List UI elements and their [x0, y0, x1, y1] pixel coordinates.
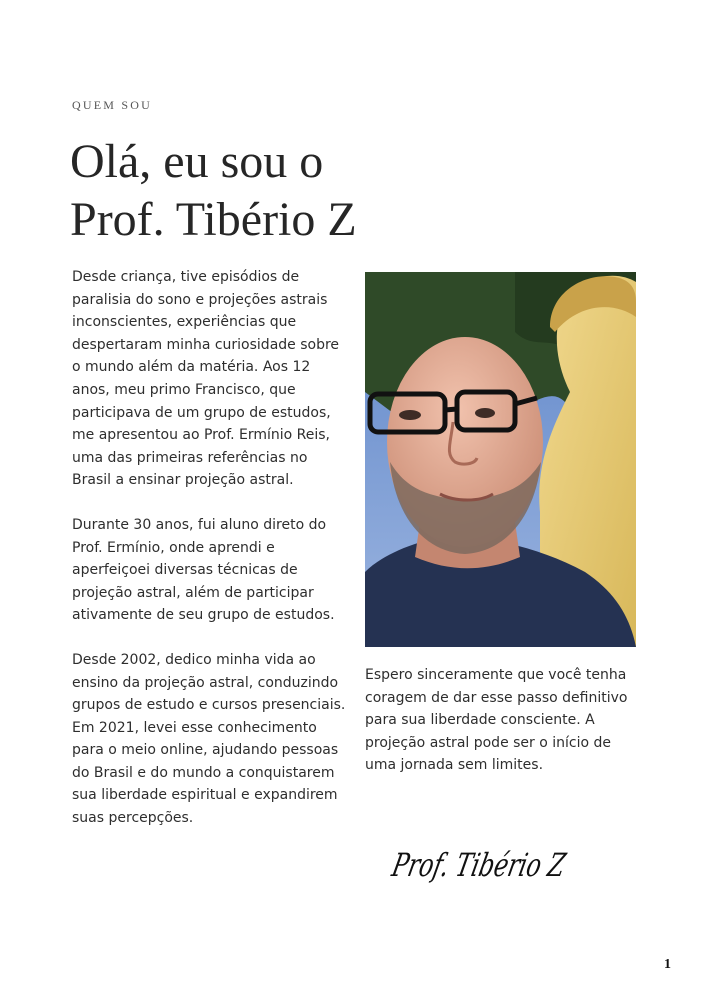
section-eyebrow: QUEM SOU	[72, 98, 152, 112]
intro-paragraph: Desde criança, tive episódios de paralisia do sono e projeções astrais inconscientes, experiências que despertaram minha curiosidade sobre o mundo além da matéria. Aos 12 anos, meu primo Francisco, que participava de um grupo de estudos, me apresentou ao Prof. Ermínio Reis, uma das primeiras referências no Brasil a ensinar projeção astral.	[72, 269, 340, 489]
signature-text: Prof. Tibério Z	[388, 846, 633, 884]
right-eye	[475, 408, 495, 418]
left-eye	[399, 410, 421, 420]
page-title	[70, 133, 630, 249]
author-photo	[365, 272, 636, 647]
page-title-line-1: Olá, eu sou o	[70, 135, 324, 188]
left-column	[72, 266, 350, 852]
closing-paragraph: Espero sinceramente que você tenha coragem de dar esse passo definitivo para sua liberdade consciente. A projeção astral pode ser o início de uma jornada sem limites.	[365, 667, 628, 774]
training-paragraph: Durante 30 anos, fui aluno direto do Prof. Ermínio, onde aprendi e aperfeiçoei diversas técnicas de projeção astral, além de participar ativamente de seu grupo de estudos.	[72, 516, 335, 624]
page-title-line-2: Prof. Tibério Z	[70, 193, 357, 246]
teaching-paragraph: Desde 2002, dedico minha vida ao ensino da projeção astral, conduzindo grupos de estudo e cursos presenciais. Em 2021, levei esse conhecimento para o meio online, ajudando pessoas do Brasil e do mundo a conquistarem sua liberdade espiritual e expandirem suas percepções.	[72, 651, 346, 827]
page-number: 1	[664, 957, 671, 972]
signature	[388, 836, 633, 898]
